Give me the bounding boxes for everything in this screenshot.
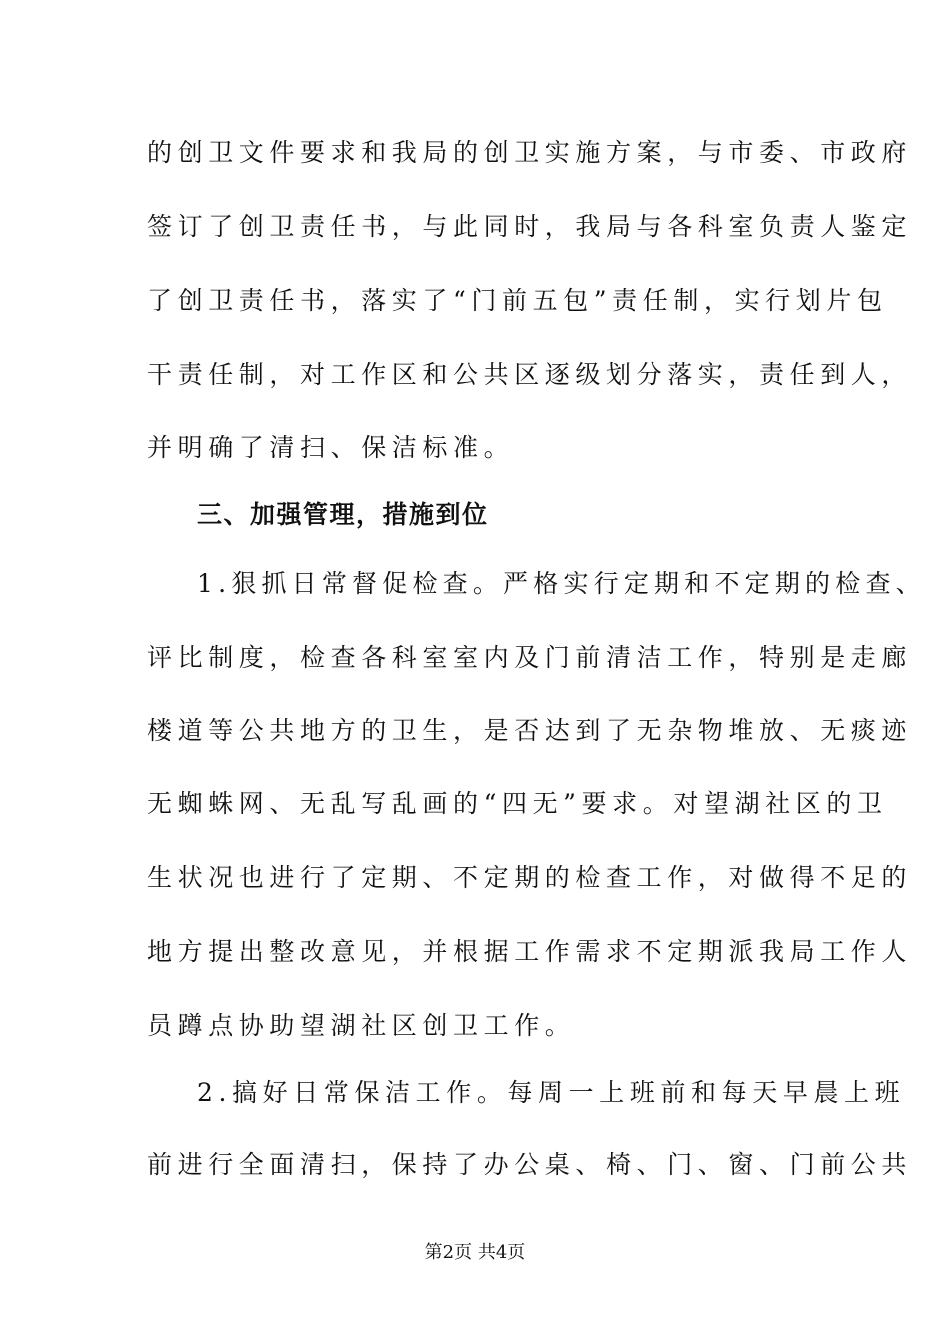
body-text-line: 无蜘蛛网、无乱写乱画的“四无”要求。对望湖社区的卫: [147, 789, 888, 818]
body-text-line: 签订了创卫责任书，与此同时，我局与各科室负责人鉴定: [147, 212, 913, 241]
body-text-line: 1.狠抓日常督促检查。严格实行定期和不定期的检查、: [197, 569, 926, 598]
body-text-line: 的创卫文件要求和我局的创卫实施方案，与市委、市政府: [147, 138, 913, 167]
page-number-footer: 第2页 共4页: [424, 1242, 526, 1263]
body-text-line: 生状况也进行了定期、不定期的检查工作，对做得不足的: [147, 863, 913, 892]
body-text-line: 了创卫责任书，落实了“门前五包”责任制，实行划片包: [147, 286, 888, 315]
body-text-line: 2.搞好日常保洁工作。每周一上班前和每天早晨上班: [197, 1078, 906, 1107]
body-text-line: 前进行全面清扫，保持了办公桌、椅、门、窗、门前公共: [147, 1150, 913, 1179]
body-text-line: 员蹲点协助望湖社区创卫工作。: [147, 1011, 576, 1040]
body-text-line: 楼道等公共地方的卫生，是否达到了无杂物堆放、无痰迹: [147, 716, 913, 745]
section-heading: 三、加强管理，措施到位: [197, 500, 489, 529]
body-text-line: 并明确了清扫、保洁标准。: [147, 433, 515, 462]
body-text-line: 干责任制，对工作区和公共区逐级划分落实，责任到人，: [147, 360, 913, 389]
body-text-line: 评比制度，检查各科室室内及门前清洁工作，特别是走廊: [147, 643, 913, 672]
body-text-line: 地方提出整改意见，并根据工作需求不定期派我局工作人: [147, 937, 913, 966]
